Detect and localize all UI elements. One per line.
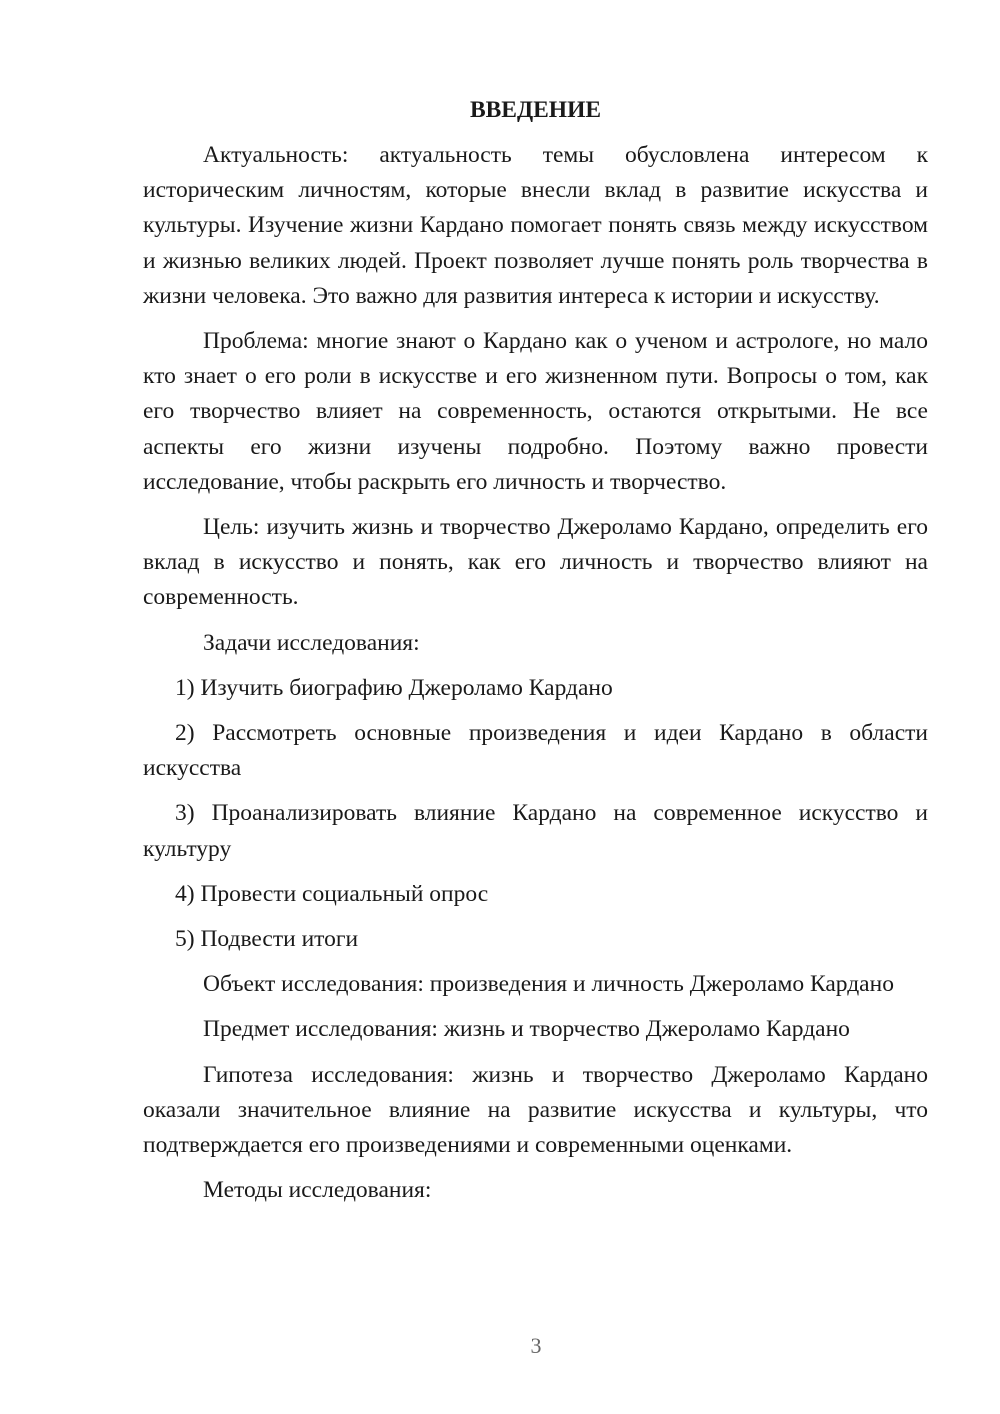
object-paragraph: Объект исследования: произведения и личность Джероламо Кардано: [203, 971, 894, 998]
hypothesis-paragraph: Гипотеза исследования: жизнь и творчество Джероламо Кардано оказали значительное влияние на развитие искусства и культуры, что подтверждается его произведениями и современными оценками.: [143, 1061, 928, 1159]
tasks-heading: Задачи исследования:: [203, 629, 420, 656]
task-item-2: 2) Рассмотреть основные произведения и идеи Кардано в области искусства: [143, 720, 928, 782]
section-title: ВВЕДЕНИЕ: [469, 97, 602, 123]
task-item-5: 5) Подвести итоги: [175, 926, 359, 953]
methods-heading: Методы исследования:: [203, 1177, 432, 1204]
page-content: [143, 94, 928, 1218]
subject-paragraph: Предмет исследования: жизнь и творчество Джероламо Кардано: [203, 1016, 850, 1043]
task-item-3: 3) Проанализировать влияние Кардано на современное искусство и культуру: [143, 800, 928, 862]
goal-paragraph: Цель: изучить жизнь и творчество Джероламо Кардано, определить его вклад в искусство и понять, как его личность и творчество влияют на современность.: [143, 514, 928, 611]
task-item-1: 1) Изучить биографию Джероламо Кардано: [175, 674, 613, 701]
page-number: 3: [530, 1333, 542, 1358]
problem-paragraph: Проблема: многие знают о Кардано как о ученом и астрологе, но мало кто знает о его роли в искусстве и его жизненном пути. Вопросы о том, как его творчество влияет на современность, остаются открытыми. Не все аспекты его жизни изучены подробно. Поэтому важно провести исследование, чтобы раскрыть его личность и творчество.: [143, 328, 928, 495]
task-item-4: 4) Провести социальный опрос: [175, 880, 489, 907]
relevance-paragraph: Актуальность: актуальность темы обусловлена интересом к историческим личностям, которые внесли вклад в развитие искусства и культуры. Изучение жизни Кардано помогает понять связь между искусством и жизнью великих людей. Проект позволяет лучше понять роль творчества в жизни человека. Это важно для развития интереса к истории и искусству.: [143, 142, 928, 309]
